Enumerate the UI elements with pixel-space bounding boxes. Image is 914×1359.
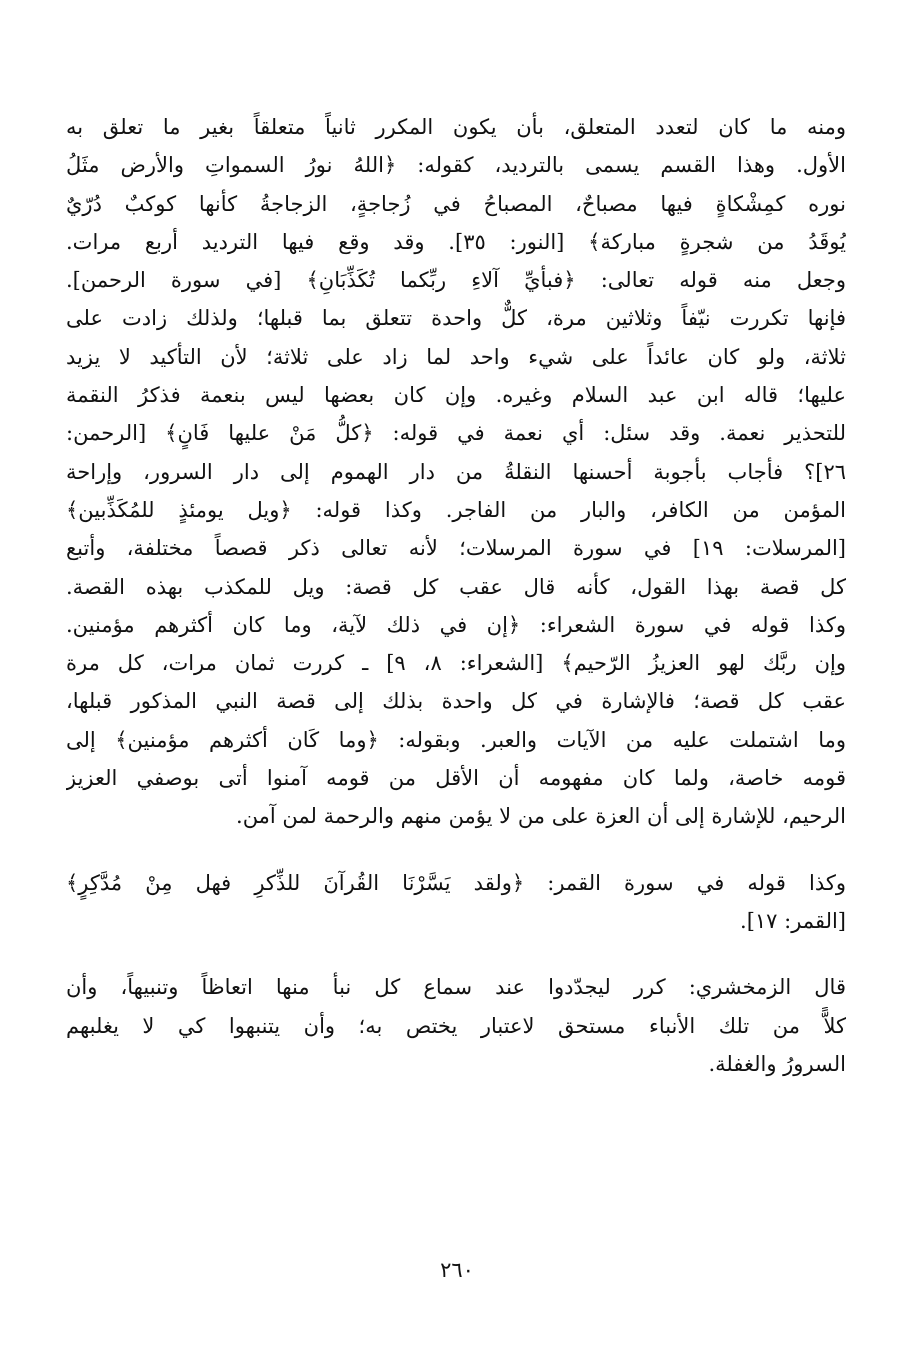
text-line: الأول. وهذا القسم يسمى بالترديد، كقوله: ﴿اللهُ نورُ السمواتِ والأرض مثَلُ	[66, 153, 846, 178]
text-line: كلاًّ من تلك الأنباء مستحق لاعتبار يختص به؛ وأن يتنبهوا كي لا يغلبهم	[66, 1013, 846, 1038]
text-line: فإنها تكررت نيّفاً وثلاثين مرة، كلٌّ واحدة تتعلق بما قبلها؛ ولذلك زادت على	[66, 306, 846, 331]
text-line: وكذا قوله في سورة الشعراء: ﴿إن في ذلك لآية، وما كان أكثرهم مؤمنين.	[66, 612, 846, 637]
text-line: وما اشتملت عليه من الآيات والعبر. وبقوله: ﴿وما كَان أكثرهم مؤمنين﴾ إلى	[66, 727, 846, 752]
paragraph-spacer	[66, 836, 846, 864]
paragraph-spacer	[66, 940, 846, 968]
text-line: عقب كل قصة؛ فالإشارة في كل واحدة بذلك إلى قصة النبي المذكور قبلها،	[66, 689, 846, 714]
text-line: السرورُ والغفلة.	[708, 1051, 846, 1076]
text-line: المؤمن من الكافر، والبار من الفاجر. وكذا قوله: ﴿ويل يومئذٍ للمُكَذِّبين﴾	[66, 497, 846, 522]
page-number: ٢٦٠	[440, 1258, 474, 1282]
text-line: وكذا قوله في سورة القمر: ﴿ولقد يَسَّرْنَا القُرآنَ للذِّكرِ فهل مِنْ مُدَّكِرٍ﴾	[66, 870, 846, 895]
paragraph-2	[66, 864, 846, 941]
text-line: [المرسلات: ١٩] في سورة المرسلات؛ لأنه تعالى ذكر قصصاً مختلفة، وأتبع	[66, 536, 846, 561]
text-line: قال الزمخشري: كرر ليجدّدوا عند سماع كل نبأ منها اتعاظاً وتنبيهاً، وأن	[66, 975, 846, 1000]
paragraph-3	[66, 968, 846, 1083]
text-line: للتحذير نعمة. وقد سئل: أي نعمة في قوله: ﴿كلُّ مَنْ عليها فَانٍ﴾ [الرحمن:	[66, 421, 846, 446]
text-line: ثلاثة، ولو كان عائداً على شيء واحد لما زاد على ثلاثة؛ لأن التأكيد لا يزيد	[66, 344, 846, 369]
text-line: يُوقَدُ من شجرةٍ مباركة﴾ [النور: ٣٥]. وقد وقع فيها الترديد أربع مرات.	[66, 229, 846, 254]
text-line: كل قصة بهذا القول، كأنه قال عقب كل قصة: ويل للمكذب بهذه القصة.	[66, 574, 846, 599]
text-line: نوره كمِشْكاةٍ فيها مصباحٌ، المصباحُ في زُجاجةٍ، الزجاجةُ كأنها كوكبٌ دُرّيٌ	[66, 191, 846, 216]
text-line: الرحيم، للإشارة إلى أن العزة على من لا يؤمن منهم والرحمة لمن آمن.	[236, 804, 846, 829]
text-line: [القمر: ١٧].	[740, 908, 846, 933]
paragraph-1	[66, 108, 846, 836]
text-line: وجعل منه قوله تعالى: ﴿فبأيِّ آلاءِ ربِّكما تُكَذِّبَانِ﴾ [في سورة الرحمن].	[66, 268, 846, 293]
text-line: قومه خاصة، ولما كان مفهومه أن الأقل من قومه آمنوا أتى بوصفي العزيز	[66, 766, 846, 791]
text-line: ومنه ما كان لتعدد المتعلق، بأن يكون المكرر ثانياً متعلقاً بغير ما تعلق به	[66, 115, 846, 139]
text-line: عليها؛ قاله ابن عبد السلام وغيره. وإن كان بعضها ليس بنعمة فذكرُ النقمة	[66, 383, 846, 408]
text-line: ٢٦]؟ فأجاب بأجوبة أحسنها النقلةُ من دار الهموم إلى دار السرور، وإراحة	[66, 459, 846, 484]
text-line: وإن ربَّك لهو العزيزُ الرّحيم﴾ [الشعراء: ٨، ٩] ـ كررت ثمان مرات، كل مرة	[66, 651, 846, 676]
document-body	[66, 108, 846, 1083]
